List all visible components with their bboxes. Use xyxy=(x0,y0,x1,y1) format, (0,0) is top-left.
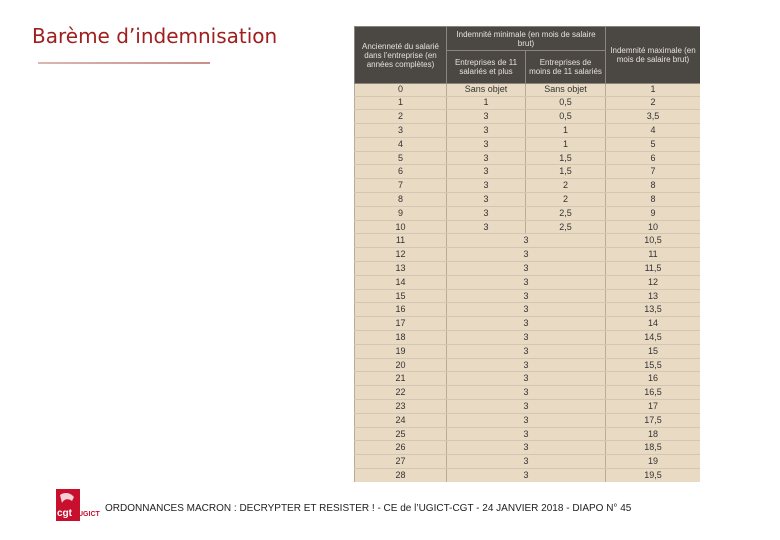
table-row xyxy=(355,358,701,372)
cell-min: 3 xyxy=(447,317,606,331)
table-row xyxy=(355,372,701,386)
cell-max: 3,5 xyxy=(606,110,701,124)
cell-min-11-plus: 3 xyxy=(447,220,526,234)
cell-max: 5 xyxy=(606,137,701,151)
cell-max: 17,5 xyxy=(606,413,701,427)
cell-anciennete: 26 xyxy=(355,441,447,455)
cell-anciennete: 9 xyxy=(355,206,447,220)
cell-min-11-plus: Sans objet xyxy=(447,84,526,97)
cell-min: 3 xyxy=(447,358,606,372)
cell-min-moins-11: 2 xyxy=(526,179,606,193)
cell-anciennete: 17 xyxy=(355,317,447,331)
cell-min: 3 xyxy=(447,441,606,455)
table-row xyxy=(355,248,701,262)
cell-min-moins-11: Sans objet xyxy=(526,84,606,97)
cell-min: 3 xyxy=(447,289,606,303)
cell-min-moins-11: 1,5 xyxy=(526,165,606,179)
cell-min-moins-11: 0,5 xyxy=(526,110,606,124)
table-row xyxy=(355,441,701,455)
cell-min: 3 xyxy=(447,455,606,469)
cell-max: 16,5 xyxy=(606,386,701,400)
cell-min-moins-11: 1,5 xyxy=(526,151,606,165)
cell-max: 2 xyxy=(606,96,701,110)
cell-anciennete: 12 xyxy=(355,248,447,262)
cell-anciennete: 21 xyxy=(355,372,447,386)
cell-max: 15 xyxy=(606,344,701,358)
cell-min-moins-11: 2,5 xyxy=(526,220,606,234)
cell-anciennete: 6 xyxy=(355,165,447,179)
cgt-ugict-logo xyxy=(52,489,100,527)
cell-min-moins-11: 1 xyxy=(526,137,606,151)
cell-min-11-plus: 3 xyxy=(447,206,526,220)
title-underline xyxy=(38,62,210,64)
cell-max: 19,5 xyxy=(606,469,701,482)
cell-max: 17 xyxy=(606,400,701,414)
cell-anciennete: 23 xyxy=(355,400,447,414)
cell-min-11-plus: 3 xyxy=(447,179,526,193)
cell-max: 18 xyxy=(606,427,701,441)
cell-anciennete: 19 xyxy=(355,344,447,358)
cell-max: 12 xyxy=(606,275,701,289)
cell-max: 9 xyxy=(606,206,701,220)
cell-anciennete: 18 xyxy=(355,331,447,345)
table-row xyxy=(355,400,701,414)
table-row xyxy=(355,317,701,331)
cell-min: 3 xyxy=(447,400,606,414)
cell-max: 4 xyxy=(606,124,701,138)
table-row xyxy=(355,193,701,207)
cell-max: 13,5 xyxy=(606,303,701,317)
cell-anciennete: 13 xyxy=(355,262,447,276)
cell-anciennete: 15 xyxy=(355,289,447,303)
cell-min-11-plus: 3 xyxy=(447,137,526,151)
header-entreprises-moins-11: Entreprises de moins de 11 salariés xyxy=(526,51,606,84)
cell-max: 14,5 xyxy=(606,331,701,345)
header-entreprises-11-plus: Entreprises de 11 salariés et plus xyxy=(447,51,526,84)
table-row xyxy=(355,289,701,303)
table-row xyxy=(355,469,701,482)
slide-title: Barème d’indemnisation xyxy=(32,24,278,48)
table-row xyxy=(355,124,701,138)
cell-max: 7 xyxy=(606,165,701,179)
cell-max: 18,5 xyxy=(606,441,701,455)
cell-anciennete: 11 xyxy=(355,234,447,248)
indemnity-scale-table-image xyxy=(354,26,700,482)
cell-min: 3 xyxy=(447,248,606,262)
table-row xyxy=(355,413,701,427)
cell-min-moins-11: 2 xyxy=(526,193,606,207)
cell-anciennete: 16 xyxy=(355,303,447,317)
cell-min: 3 xyxy=(447,303,606,317)
table-row xyxy=(355,234,701,248)
header-anciennete: Ancienneté du salarié dans l’entreprise (en années complètes) xyxy=(355,27,447,84)
footer-text: ORDONNANCES MACRON : DECRYPTER ET RESISTER ! - CE de l’UGICT-CGT - 24 JANVIER 2018 - DIAPO N° 45 xyxy=(105,503,632,514)
cell-max: 10 xyxy=(606,220,701,234)
cell-min: 3 xyxy=(447,331,606,345)
cell-anciennete: 10 xyxy=(355,220,447,234)
table-row xyxy=(355,220,701,234)
header-indemnite-maximale: Indemnité maximale (en mois de salaire brut) xyxy=(606,27,701,84)
cell-min-11-plus: 1 xyxy=(447,96,526,110)
cell-min: 3 xyxy=(447,413,606,427)
header-indemnite-minimale: Indemnité minimale (en mois de salaire brut) xyxy=(447,27,606,51)
cell-min: 3 xyxy=(447,344,606,358)
table-row xyxy=(355,262,701,276)
cell-max: 14 xyxy=(606,317,701,331)
table-row xyxy=(355,303,701,317)
cell-min: 3 xyxy=(447,262,606,276)
cell-min-11-plus: 3 xyxy=(447,151,526,165)
cell-min-moins-11: 1 xyxy=(526,124,606,138)
cell-anciennete: 4 xyxy=(355,137,447,151)
table-row xyxy=(355,96,701,110)
cell-max: 15,5 xyxy=(606,358,701,372)
svg-text:cgt: cgt xyxy=(57,508,72,519)
table-row xyxy=(355,386,701,400)
table-row xyxy=(355,165,701,179)
cell-min: 3 xyxy=(447,469,606,482)
cell-max: 1 xyxy=(606,84,701,97)
cell-min-moins-11: 2,5 xyxy=(526,206,606,220)
table-row xyxy=(355,151,701,165)
cell-anciennete: 14 xyxy=(355,275,447,289)
cell-max: 10,5 xyxy=(606,234,701,248)
cell-anciennete: 2 xyxy=(355,110,447,124)
table-row xyxy=(355,110,701,124)
cell-min: 3 xyxy=(447,275,606,289)
table-row xyxy=(355,206,701,220)
cell-max: 6 xyxy=(606,151,701,165)
cell-max: 8 xyxy=(606,193,701,207)
cell-max: 11,5 xyxy=(606,262,701,276)
table-row xyxy=(355,275,701,289)
cell-anciennete: 22 xyxy=(355,386,447,400)
cell-anciennete: 7 xyxy=(355,179,447,193)
table-row xyxy=(355,455,701,469)
table-row xyxy=(355,427,701,441)
cell-min: 3 xyxy=(447,386,606,400)
cell-min: 3 xyxy=(447,427,606,441)
cell-anciennete: 28 xyxy=(355,469,447,482)
svg-text:UGICT: UGICT xyxy=(78,511,100,518)
indemnity-scale-table xyxy=(354,26,700,482)
cell-max: 11 xyxy=(606,248,701,262)
cell-min: 3 xyxy=(447,372,606,386)
cell-min: 3 xyxy=(447,234,606,248)
cell-min-11-plus: 3 xyxy=(447,165,526,179)
cell-anciennete: 25 xyxy=(355,427,447,441)
table-row xyxy=(355,179,701,193)
cell-anciennete: 27 xyxy=(355,455,447,469)
table-row xyxy=(355,344,701,358)
table-row xyxy=(355,137,701,151)
cell-anciennete: 8 xyxy=(355,193,447,207)
cell-anciennete: 3 xyxy=(355,124,447,138)
cell-min-11-plus: 3 xyxy=(447,110,526,124)
cell-anciennete: 1 xyxy=(355,96,447,110)
cell-min-11-plus: 3 xyxy=(447,124,526,138)
table-row xyxy=(355,84,701,97)
cell-max: 8 xyxy=(606,179,701,193)
cell-min-11-plus: 3 xyxy=(447,193,526,207)
cell-anciennete: 24 xyxy=(355,413,447,427)
cell-anciennete: 0 xyxy=(355,84,447,97)
cell-max: 19 xyxy=(606,455,701,469)
cell-anciennete: 20 xyxy=(355,358,447,372)
cell-anciennete: 5 xyxy=(355,151,447,165)
cell-max: 16 xyxy=(606,372,701,386)
table-body xyxy=(355,84,701,483)
table-row xyxy=(355,331,701,345)
cell-max: 13 xyxy=(606,289,701,303)
cell-min-moins-11: 0,5 xyxy=(526,96,606,110)
